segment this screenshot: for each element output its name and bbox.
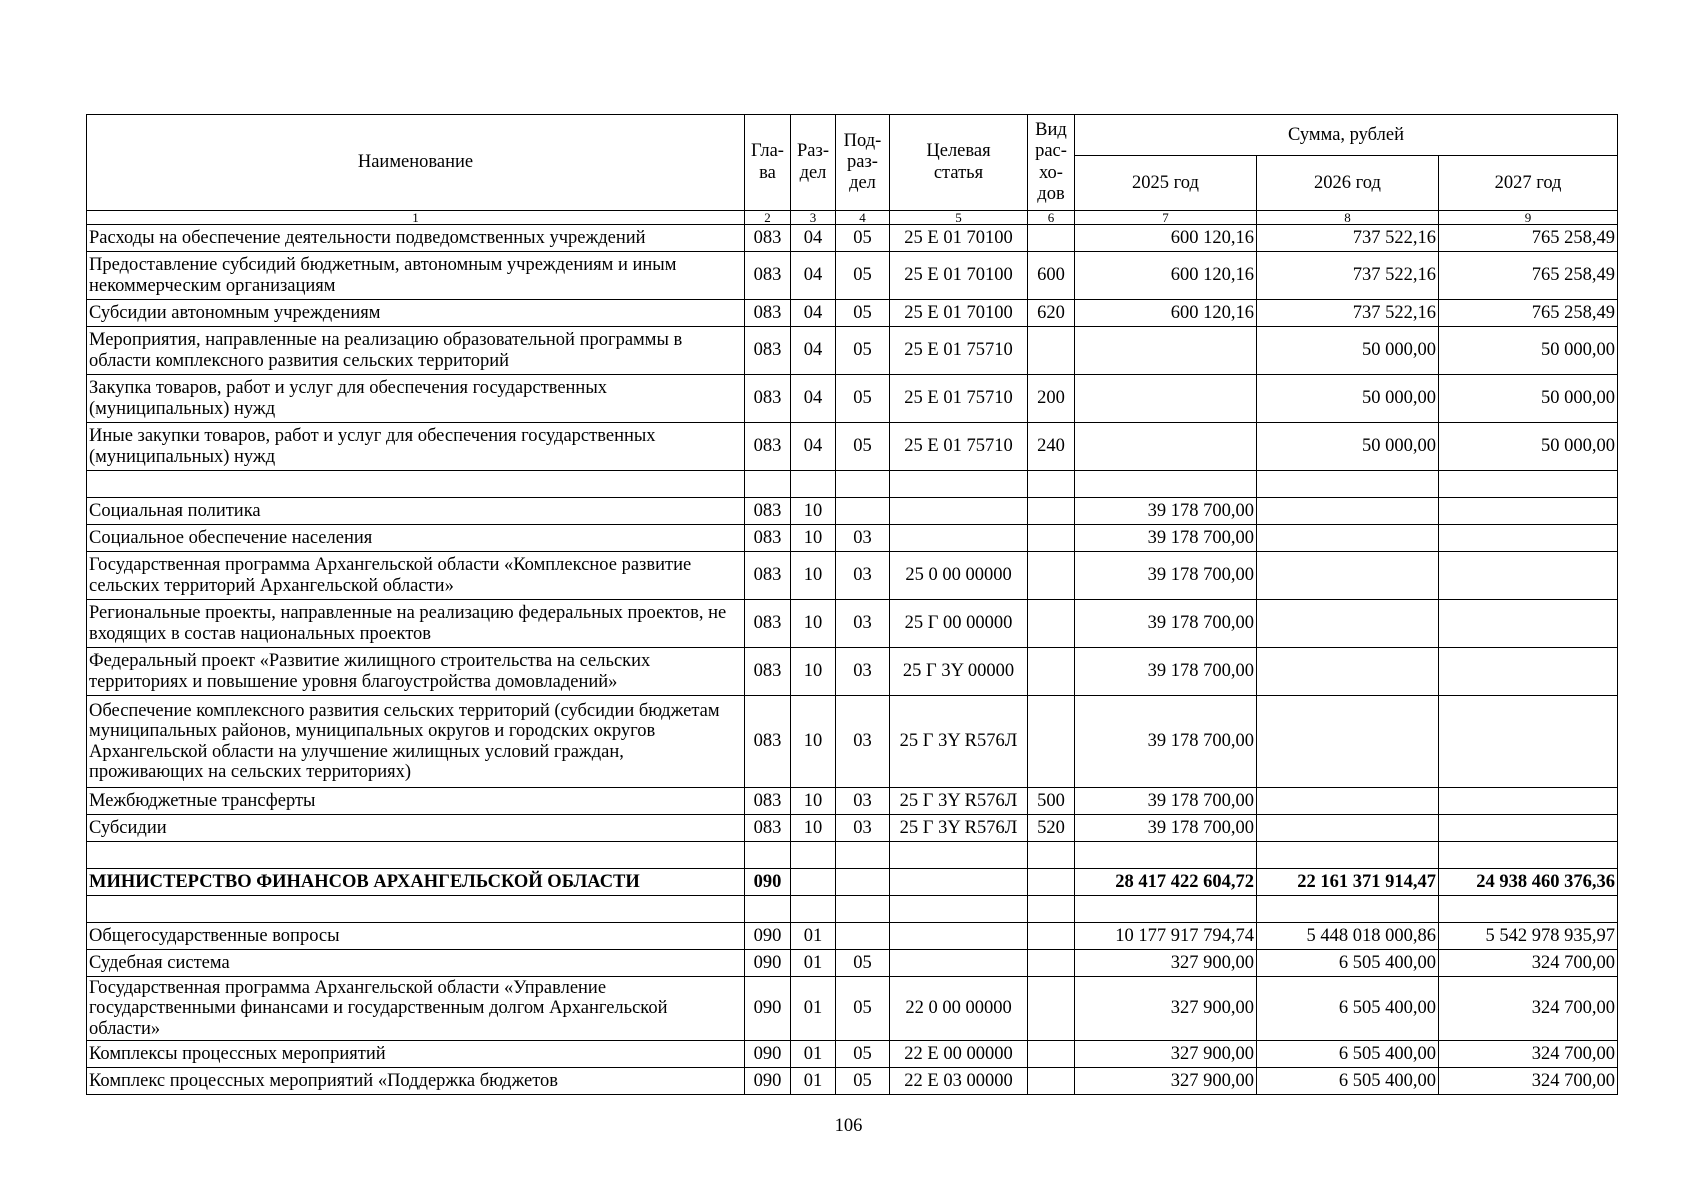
row-razdel xyxy=(791,896,836,923)
row-amount-2025 xyxy=(1075,842,1257,869)
row-target: 25 Е 01 70100 xyxy=(890,252,1028,300)
row-vid xyxy=(1028,552,1075,600)
row-razdel: 01 xyxy=(791,1068,836,1095)
row-glava: 083 xyxy=(745,252,791,300)
table-row xyxy=(87,788,1618,815)
table-row-blank xyxy=(87,842,1618,869)
row-amount-2025 xyxy=(1075,375,1257,423)
row-glava: 083 xyxy=(745,225,791,252)
row-vid xyxy=(1028,498,1075,525)
row-podrazdel: 03 xyxy=(836,600,890,648)
row-razdel xyxy=(791,869,836,896)
row-amount-2027 xyxy=(1439,498,1618,525)
row-podrazdel: 05 xyxy=(836,225,890,252)
header-target: Целевая статья xyxy=(890,115,1028,211)
row-glava: 090 xyxy=(745,923,791,950)
row-target: 25 Г 3Y R576Л xyxy=(890,696,1028,788)
row-amount-2025: 10 177 917 794,74 xyxy=(1075,923,1257,950)
row-name: Субсидии автономным учреждениям xyxy=(87,300,745,327)
row-razdel xyxy=(791,471,836,498)
header-year-2027: 2027 год xyxy=(1439,156,1618,211)
row-amount-2027 xyxy=(1439,471,1618,498)
row-razdel: 10 xyxy=(791,648,836,696)
row-amount-2026 xyxy=(1257,552,1439,600)
row-name: МИНИСТЕРСТВО ФИНАНСОВ АРХАНГЕЛЬСКОЙ ОБЛАСТИ xyxy=(87,869,745,896)
row-amount-2027 xyxy=(1439,842,1618,869)
column-number: 2 xyxy=(745,211,791,225)
row-name: Иные закупки товаров, работ и услуг для обеспечения государственных (муниципальных) нужд xyxy=(87,423,745,471)
header-expense-type: Вид рас- хо- дов xyxy=(1028,115,1075,211)
row-razdel: 10 xyxy=(791,600,836,648)
row-amount-2025: 327 900,00 xyxy=(1075,950,1257,977)
row-razdel: 01 xyxy=(791,923,836,950)
row-vid xyxy=(1028,648,1075,696)
row-amount-2026 xyxy=(1257,471,1439,498)
row-glava: 083 xyxy=(745,696,791,788)
header-chapter: Гла- ва xyxy=(745,115,791,211)
row-glava: 083 xyxy=(745,552,791,600)
row-amount-2027: 50 000,00 xyxy=(1439,327,1618,375)
row-amount-2027: 765 258,49 xyxy=(1439,225,1618,252)
row-target: 25 Г 3Y 00000 xyxy=(890,648,1028,696)
row-name: Судебная система xyxy=(87,950,745,977)
table-row xyxy=(87,327,1618,375)
row-vid xyxy=(1028,923,1075,950)
row-glava: 083 xyxy=(745,423,791,471)
row-amount-2026: 6 505 400,00 xyxy=(1257,977,1439,1041)
row-podrazdel xyxy=(836,869,890,896)
row-amount-2025 xyxy=(1075,471,1257,498)
row-amount-2026: 5 448 018 000,86 xyxy=(1257,923,1439,950)
table-row xyxy=(87,696,1618,788)
row-razdel: 10 xyxy=(791,525,836,552)
row-amount-2025 xyxy=(1075,327,1257,375)
row-glava: 090 xyxy=(745,1041,791,1068)
row-amount-2027 xyxy=(1439,896,1618,923)
page-number: 106 xyxy=(834,1116,863,1136)
table-row xyxy=(87,648,1618,696)
row-amount-2027 xyxy=(1439,788,1618,815)
row-amount-2027: 24 938 460 376,36 xyxy=(1439,869,1618,896)
row-vid xyxy=(1028,869,1075,896)
row-amount-2025: 28 417 422 604,72 xyxy=(1075,869,1257,896)
budget-page xyxy=(86,114,1617,1095)
row-amount-2025: 39 178 700,00 xyxy=(1075,788,1257,815)
row-target xyxy=(890,842,1028,869)
row-amount-2027: 765 258,49 xyxy=(1439,300,1618,327)
row-podrazdel xyxy=(836,923,890,950)
row-target xyxy=(890,869,1028,896)
row-amount-2025: 600 120,16 xyxy=(1075,300,1257,327)
row-amount-2026: 50 000,00 xyxy=(1257,327,1439,375)
row-podrazdel xyxy=(836,896,890,923)
row-amount-2026 xyxy=(1257,525,1439,552)
header-year-2025: 2025 год xyxy=(1075,156,1257,211)
row-target xyxy=(890,950,1028,977)
row-name: Государственная программа Архангельской области «Управление государственными финансами и государственным долгом Архангельской области» xyxy=(87,977,745,1041)
column-number: 1 xyxy=(87,211,745,225)
row-glava: 083 xyxy=(745,300,791,327)
table-row xyxy=(87,300,1618,327)
table-row xyxy=(87,423,1618,471)
row-podrazdel xyxy=(836,842,890,869)
row-amount-2026 xyxy=(1257,896,1439,923)
row-amount-2026 xyxy=(1257,498,1439,525)
row-vid: 240 xyxy=(1028,423,1075,471)
row-razdel: 01 xyxy=(791,1041,836,1068)
row-razdel: 10 xyxy=(791,815,836,842)
row-amount-2025: 39 178 700,00 xyxy=(1075,525,1257,552)
row-razdel: 04 xyxy=(791,252,836,300)
row-amount-2025: 39 178 700,00 xyxy=(1075,648,1257,696)
row-podrazdel: 03 xyxy=(836,696,890,788)
row-amount-2025: 327 900,00 xyxy=(1075,1068,1257,1095)
row-target: 25 Е 01 70100 xyxy=(890,300,1028,327)
row-podrazdel: 03 xyxy=(836,648,890,696)
row-podrazdel: 03 xyxy=(836,815,890,842)
row-target xyxy=(890,498,1028,525)
table-row xyxy=(87,552,1618,600)
row-amount-2027: 324 700,00 xyxy=(1439,950,1618,977)
column-number: 3 xyxy=(791,211,836,225)
row-glava: 090 xyxy=(745,950,791,977)
table-header xyxy=(87,115,1618,225)
row-amount-2025: 39 178 700,00 xyxy=(1075,552,1257,600)
row-name: Обеспечение комплексного развития сельских территорий (субсидии бюджетам муниципальных районов, муниципальных округов и городских округов Архангельской области на улучшение жилищных условий граждан, проживающих на сельских территориях) xyxy=(87,696,745,788)
header-section: Раз- дел xyxy=(791,115,836,211)
row-vid xyxy=(1028,1041,1075,1068)
row-amount-2025: 39 178 700,00 xyxy=(1075,815,1257,842)
column-number: 6 xyxy=(1028,211,1075,225)
row-name: Социальная политика xyxy=(87,498,745,525)
row-target: 25 Е 01 70100 xyxy=(890,225,1028,252)
row-razdel: 04 xyxy=(791,327,836,375)
row-name: Федеральный проект «Развитие жилищного строительства на сельских территориях и повышение уровня благоустройства домовладений» xyxy=(87,648,745,696)
row-amount-2025 xyxy=(1075,423,1257,471)
row-target: 25 Г 3Y R576Л xyxy=(890,815,1028,842)
column-number: 4 xyxy=(836,211,890,225)
row-glava: 083 xyxy=(745,375,791,423)
row-amount-2027 xyxy=(1439,696,1618,788)
row-podrazdel: 03 xyxy=(836,788,890,815)
row-amount-2026 xyxy=(1257,648,1439,696)
row-name: Закупка товаров, работ и услуг для обеспечения государственных (муниципальных) нужд xyxy=(87,375,745,423)
row-podrazdel: 05 xyxy=(836,977,890,1041)
row-podrazdel: 05 xyxy=(836,423,890,471)
row-name xyxy=(87,471,745,498)
table-row xyxy=(87,950,1618,977)
row-vid: 500 xyxy=(1028,788,1075,815)
row-amount-2025: 327 900,00 xyxy=(1075,977,1257,1041)
row-target: 25 Е 01 75710 xyxy=(890,423,1028,471)
row-target: 22 Е 03 00000 xyxy=(890,1068,1028,1095)
row-podrazdel xyxy=(836,471,890,498)
row-vid xyxy=(1028,896,1075,923)
row-razdel: 10 xyxy=(791,552,836,600)
row-glava xyxy=(745,896,791,923)
row-amount-2026: 737 522,16 xyxy=(1257,300,1439,327)
header-subsection: Под- раз- дел xyxy=(836,115,890,211)
row-podrazdel: 05 xyxy=(836,327,890,375)
table-body xyxy=(87,225,1618,1095)
row-podrazdel: 05 xyxy=(836,300,890,327)
table-row xyxy=(87,498,1618,525)
row-vid xyxy=(1028,600,1075,648)
table-row xyxy=(87,225,1618,252)
header-name: Наименование xyxy=(87,115,745,211)
row-amount-2026: 50 000,00 xyxy=(1257,375,1439,423)
row-target: 25 Г 00 00000 xyxy=(890,600,1028,648)
table-row xyxy=(87,252,1618,300)
row-podrazdel xyxy=(836,498,890,525)
row-amount-2025: 39 178 700,00 xyxy=(1075,600,1257,648)
row-amount-2027 xyxy=(1439,525,1618,552)
row-amount-2027: 50 000,00 xyxy=(1439,375,1618,423)
row-glava: 083 xyxy=(745,327,791,375)
row-name: Субсидии xyxy=(87,815,745,842)
row-glava: 090 xyxy=(745,1068,791,1095)
table-row xyxy=(87,525,1618,552)
row-podrazdel: 05 xyxy=(836,252,890,300)
row-amount-2027: 50 000,00 xyxy=(1439,423,1618,471)
row-glava: 083 xyxy=(745,498,791,525)
row-amount-2027: 765 258,49 xyxy=(1439,252,1618,300)
row-vid: 520 xyxy=(1028,815,1075,842)
row-target: 25 Г 3Y R576Л xyxy=(890,788,1028,815)
table-row xyxy=(87,1068,1618,1095)
row-vid xyxy=(1028,471,1075,498)
table-row-ministry xyxy=(87,869,1618,896)
row-amount-2027 xyxy=(1439,600,1618,648)
row-amount-2027 xyxy=(1439,815,1618,842)
row-amount-2025: 39 178 700,00 xyxy=(1075,696,1257,788)
row-amount-2026: 50 000,00 xyxy=(1257,423,1439,471)
table-row xyxy=(87,1041,1618,1068)
row-glava: 083 xyxy=(745,525,791,552)
row-name: Государственная программа Архангельской области «Комплексное развитие сельских территорий Архангельской области» xyxy=(87,552,745,600)
row-razdel: 01 xyxy=(791,977,836,1041)
row-target xyxy=(890,471,1028,498)
row-vid xyxy=(1028,950,1075,977)
row-vid: 600 xyxy=(1028,252,1075,300)
row-name: Социальное обеспечение населения xyxy=(87,525,745,552)
row-amount-2025: 600 120,16 xyxy=(1075,225,1257,252)
row-razdel: 01 xyxy=(791,950,836,977)
row-vid xyxy=(1028,525,1075,552)
row-amount-2025: 600 120,16 xyxy=(1075,252,1257,300)
row-name: Расходы на обеспечение деятельности подведомственных учреждений xyxy=(87,225,745,252)
table-row xyxy=(87,977,1618,1041)
column-number-row xyxy=(87,211,1618,225)
row-podrazdel: 03 xyxy=(836,525,890,552)
row-target: 22 Е 00 00000 xyxy=(890,1041,1028,1068)
row-vid xyxy=(1028,327,1075,375)
row-target: 25 0 00 00000 xyxy=(890,552,1028,600)
row-amount-2027: 324 700,00 xyxy=(1439,1068,1618,1095)
row-glava: 083 xyxy=(745,600,791,648)
row-name xyxy=(87,842,745,869)
row-name: Предоставление субсидий бюджетным, автономным учреждениям и иным некоммерческим организациям xyxy=(87,252,745,300)
row-podrazdel: 03 xyxy=(836,552,890,600)
row-amount-2027: 324 700,00 xyxy=(1439,977,1618,1041)
column-number: 8 xyxy=(1257,211,1439,225)
row-amount-2026 xyxy=(1257,696,1439,788)
row-name xyxy=(87,896,745,923)
row-vid xyxy=(1028,696,1075,788)
row-amount-2026 xyxy=(1257,600,1439,648)
row-amount-2026 xyxy=(1257,815,1439,842)
row-amount-2027: 5 542 978 935,97 xyxy=(1439,923,1618,950)
row-target: 22 0 00 00000 xyxy=(890,977,1028,1041)
row-vid xyxy=(1028,842,1075,869)
row-razdel xyxy=(791,842,836,869)
row-amount-2026: 22 161 371 914,47 xyxy=(1257,869,1439,896)
row-amount-2027 xyxy=(1439,552,1618,600)
row-name: Общегосударственные вопросы xyxy=(87,923,745,950)
row-razdel: 10 xyxy=(791,498,836,525)
row-name: Комплексы процессных мероприятий xyxy=(87,1041,745,1068)
row-target xyxy=(890,923,1028,950)
row-amount-2025 xyxy=(1075,896,1257,923)
row-podrazdel: 05 xyxy=(836,1068,890,1095)
row-glava xyxy=(745,471,791,498)
row-vid xyxy=(1028,225,1075,252)
row-glava: 083 xyxy=(745,648,791,696)
row-amount-2026: 6 505 400,00 xyxy=(1257,950,1439,977)
row-amount-2026: 737 522,16 xyxy=(1257,252,1439,300)
row-glava: 090 xyxy=(745,869,791,896)
row-razdel: 04 xyxy=(791,300,836,327)
table-row-blank xyxy=(87,471,1618,498)
row-podrazdel: 05 xyxy=(836,375,890,423)
row-name: Межбюджетные трансферты xyxy=(87,788,745,815)
header-sum-group: Сумма, рублей xyxy=(1075,115,1618,156)
row-podrazdel: 05 xyxy=(836,1041,890,1068)
row-vid: 620 xyxy=(1028,300,1075,327)
table-row xyxy=(87,375,1618,423)
column-number: 7 xyxy=(1075,211,1257,225)
row-amount-2026: 6 505 400,00 xyxy=(1257,1041,1439,1068)
row-glava: 083 xyxy=(745,788,791,815)
column-number: 9 xyxy=(1439,211,1618,225)
row-glava: 090 xyxy=(745,977,791,1041)
table-row-blank xyxy=(87,896,1618,923)
row-vid: 200 xyxy=(1028,375,1075,423)
row-target xyxy=(890,896,1028,923)
row-name: Мероприятия, направленные на реализацию образовательной программы в области комплексного развития сельских территорий xyxy=(87,327,745,375)
header-year-2026: 2026 год xyxy=(1257,156,1439,211)
table-row xyxy=(87,600,1618,648)
row-razdel: 04 xyxy=(791,423,836,471)
budget-table xyxy=(86,114,1618,1095)
row-amount-2026: 737 522,16 xyxy=(1257,225,1439,252)
row-glava xyxy=(745,842,791,869)
row-amount-2025: 39 178 700,00 xyxy=(1075,498,1257,525)
row-target xyxy=(890,525,1028,552)
row-amount-2026: 6 505 400,00 xyxy=(1257,1068,1439,1095)
row-amount-2026 xyxy=(1257,788,1439,815)
row-razdel: 04 xyxy=(791,225,836,252)
row-name: Комплекс процессных мероприятий «Поддержка бюджетов xyxy=(87,1068,745,1095)
row-podrazdel: 05 xyxy=(836,950,890,977)
column-number: 5 xyxy=(890,211,1028,225)
row-amount-2027 xyxy=(1439,648,1618,696)
row-vid xyxy=(1028,977,1075,1041)
row-target: 25 Е 01 75710 xyxy=(890,375,1028,423)
row-amount-2026 xyxy=(1257,842,1439,869)
row-razdel: 10 xyxy=(791,788,836,815)
row-name: Региональные проекты, направленные на реализацию федеральных проектов, не входящих в состав национальных проектов xyxy=(87,600,745,648)
row-razdel: 10 xyxy=(791,696,836,788)
row-razdel: 04 xyxy=(791,375,836,423)
row-amount-2027: 324 700,00 xyxy=(1439,1041,1618,1068)
row-glava: 083 xyxy=(745,815,791,842)
table-row xyxy=(87,815,1618,842)
table-row xyxy=(87,923,1618,950)
row-target: 25 Е 01 75710 xyxy=(890,327,1028,375)
row-vid xyxy=(1028,1068,1075,1095)
row-amount-2025: 327 900,00 xyxy=(1075,1041,1257,1068)
